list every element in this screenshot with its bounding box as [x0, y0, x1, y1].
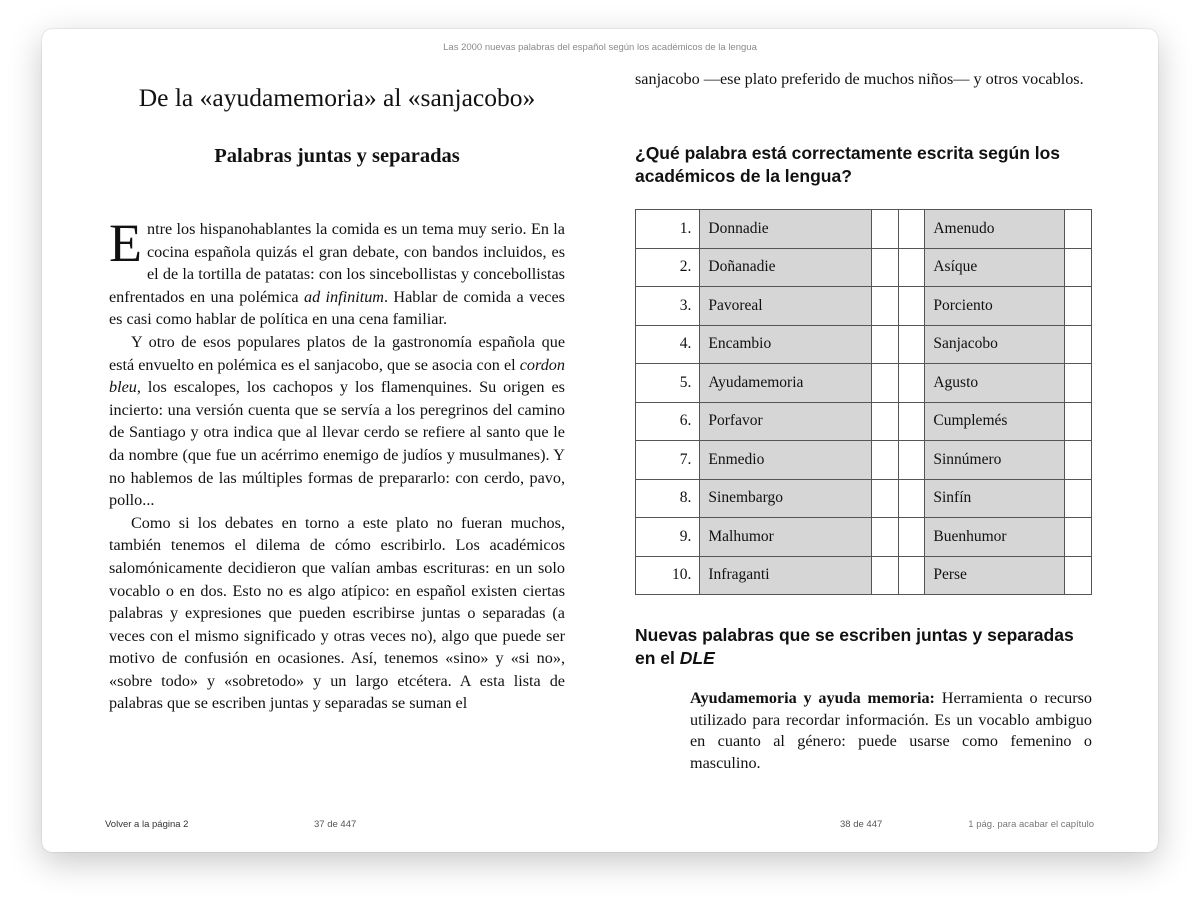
answer-box-a[interactable]: [872, 441, 899, 480]
dropcap: E: [109, 213, 142, 273]
quiz-option-a: Ayudamemoria: [700, 364, 872, 403]
answer-box-b[interactable]: [1065, 248, 1092, 287]
quiz-option-a: Donnadie: [700, 210, 872, 249]
quiz-option-a: Pavoreal: [700, 287, 872, 326]
answer-box-a[interactable]: [872, 479, 899, 518]
answer-box-b[interactable]: [1065, 364, 1092, 403]
answer-box-b[interactable]: [1065, 441, 1092, 480]
definition-text: Herramienta o recurso utilizado para recordar información. Es un vocablo ambiguo en cuanto al género: puede usarse como femenino o masculino.: [690, 689, 1092, 772]
answer-box-b[interactable]: [1065, 479, 1092, 518]
table-row: [636, 402, 1092, 441]
column-gap: [898, 248, 925, 287]
definition-term: Ayudamemoria y ayuda memoria:: [690, 689, 935, 707]
paragraph-2-italic: cordon bleu: [109, 355, 565, 397]
quiz-heading: ¿Qué palabra está correctamente escrita según los académicos de la lengua?: [635, 143, 1061, 186]
table-row: [636, 556, 1092, 595]
quiz-option-b: Amenudo: [925, 210, 1065, 249]
column-gap: [898, 556, 925, 595]
quiz-option-a: Sinembargo: [700, 479, 872, 518]
table-row: [636, 325, 1092, 364]
paragraph-2-text-b: , los escalopes, los cachopos y los flamenquines. Su origen es incierto: una versión cuenta que se servía a los peregrinos del camino de Santiago y otra indica que al llevar cerdo se refiere al santo que le da nombre (que fue un acérrimo enemigo de judíos y musulmanes). Y no hablemos de las múltiples formas de prepararlo: con cerdo, pavo, pollo...: [109, 378, 565, 510]
quiz-option-b: Asíque: [925, 248, 1065, 287]
new-words-heading-text: Nuevas palabras que se escriben juntas y separadas en el: [635, 625, 1074, 668]
quiz-option-a: Porfavor: [700, 402, 872, 441]
answer-box-a[interactable]: [872, 287, 899, 326]
column-gap: [898, 325, 925, 364]
quiz-option-b: Sinnúmero: [925, 441, 1065, 480]
chapter-subtitle: Palabras juntas y separadas: [214, 145, 460, 167]
quiz-number: 10.: [636, 556, 700, 595]
quiz-number: 2.: [636, 248, 700, 287]
paragraph-1-text-a: ntre los hispanohablantes la comida es un tema muy serio. En la cocina española quizás el gran debate, con bandos incluidos, es el de la tortilla de patatas: con los sincebollistas y concebollistas enfrentados en una polémica: [109, 220, 565, 306]
answer-box-b[interactable]: [1065, 287, 1092, 326]
paragraph-1: [109, 213, 565, 331]
column-gap: [898, 287, 925, 326]
answer-box-a[interactable]: [872, 210, 899, 249]
quiz-number: 8.: [636, 479, 700, 518]
quiz-number: 5.: [636, 364, 700, 403]
table-row: [636, 364, 1092, 403]
answer-box-a[interactable]: [872, 518, 899, 557]
definition-entry: [690, 688, 1092, 774]
table-row: [636, 248, 1092, 287]
quiz-number: 1.: [636, 210, 700, 249]
answer-box-a[interactable]: [872, 325, 899, 364]
table-row: [636, 441, 1092, 480]
answer-box-b[interactable]: [1065, 402, 1092, 441]
quiz-option-a: Doñanadie: [700, 248, 872, 287]
quiz-number: 9.: [636, 518, 700, 557]
quiz-number: 3.: [636, 287, 700, 326]
chapter-title: De la «ayudamemoria» al «sanjacobo»: [138, 83, 536, 112]
answer-box-a[interactable]: [872, 402, 899, 441]
table-row: [636, 287, 1092, 326]
answer-box-b[interactable]: [1065, 210, 1092, 249]
answer-box-a[interactable]: [872, 556, 899, 595]
column-gap: [898, 518, 925, 557]
quiz-option-a: Encambio: [700, 325, 872, 364]
pages-remaining: 1 pág. para acabar el capítulo: [968, 819, 1094, 830]
quiz-option-a: Malhumor: [700, 518, 872, 557]
table-row: [636, 210, 1092, 249]
quiz-option-a: Enmedio: [700, 441, 872, 480]
answer-box-b[interactable]: [1065, 518, 1092, 557]
answer-box-b[interactable]: [1065, 325, 1092, 364]
column-gap: [898, 210, 925, 249]
paragraph-3: Como si los debates en torno a este plato no fueran muchos, también tenemos el dilema de cómo escribirlo. Los académicos salomónicamente decidieron que valían ambas escrituras: en un solo vocablo o en dos. Esto no es algo atípico: en español existen ciertas palabras y expresiones que pueden escribirse juntas o separadas (a veces con el mismo significado y otras veces no), algo que puede ser motivo de confusión en ocasiones. Así, tenemos «sino» y «si no», «sobre todo» y «sobretodo» y un largo etcétera. A esta lista de palabras que se escriben juntas y separadas se suman el: [109, 513, 565, 713]
quiz-option-b: Sinfín: [925, 479, 1065, 518]
new-words-heading: [635, 624, 1092, 670]
column-gap: [898, 364, 925, 403]
quiz-option-a: Infraganti: [700, 556, 872, 595]
left-page-number: 37 de 447: [314, 819, 357, 830]
quiz-number: 6.: [636, 402, 700, 441]
quiz-option-b: Porciento: [925, 287, 1065, 326]
quiz-table: [635, 209, 1092, 595]
paragraph-1-italic: ad infinitum: [303, 287, 384, 306]
continuation-text: sanjacobo —ese plato preferido de muchos niños— y otros vocablos.: [635, 70, 1084, 88]
chapter-body: [109, 213, 565, 715]
column-gap: [898, 441, 925, 480]
table-row: [636, 518, 1092, 557]
quiz-option-b: Perse: [925, 556, 1065, 595]
back-to-page-link[interactable]: Volver a la página 2: [105, 819, 189, 830]
quiz-number: 7.: [636, 441, 700, 480]
book-title: Las 2000 nuevas palabras del español según los académicos de la lengua: [443, 42, 757, 53]
reader-window: [42, 29, 1158, 852]
right-page-number: 38 de 447: [840, 819, 883, 830]
column-gap: [898, 479, 925, 518]
quiz-option-b: Agusto: [925, 364, 1065, 403]
quiz-option-b: Cumplemés: [925, 402, 1065, 441]
paragraph-2-text-a: Y otro de esos populares platos de la gastronomía española que está envuelto en polémica es el sanjacobo, que se asocia con el: [109, 332, 565, 374]
new-words-heading-italic: DLE: [679, 648, 715, 668]
quiz-option-b: Buenhumor: [925, 518, 1065, 557]
quiz-option-b: Sanjacobo: [925, 325, 1065, 364]
column-gap: [898, 402, 925, 441]
quiz-number: 4.: [636, 325, 700, 364]
paragraph-1-text-b: . Hablar de comida a veces es casi como hablar de política en una cena familiar.: [109, 287, 565, 329]
answer-box-a[interactable]: [872, 248, 899, 287]
answer-box-a[interactable]: [872, 364, 899, 403]
paragraph-2: [109, 331, 565, 512]
answer-box-b[interactable]: [1065, 556, 1092, 595]
table-row: [636, 479, 1092, 518]
